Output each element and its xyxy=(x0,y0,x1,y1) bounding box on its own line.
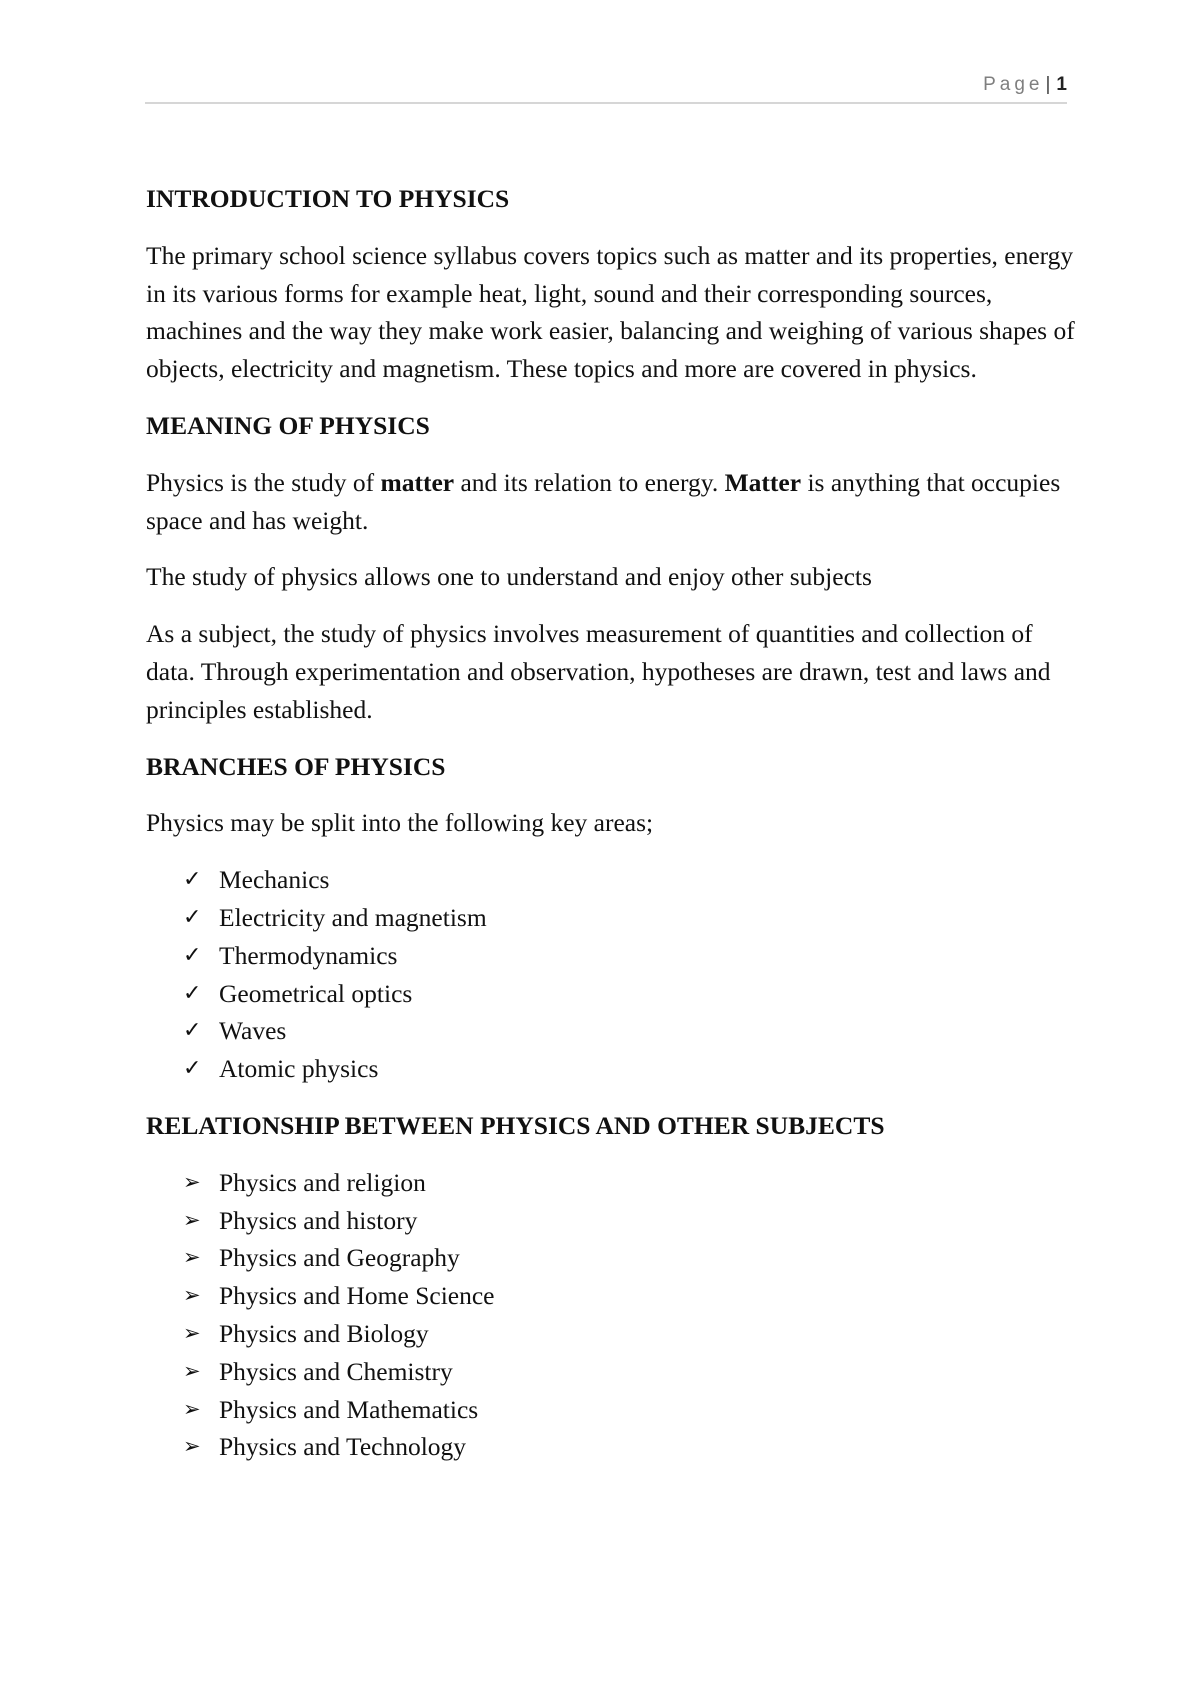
branches-list xyxy=(146,861,1076,1088)
list-item-label: Physics and Chemistry xyxy=(219,1356,453,1386)
list-item xyxy=(146,899,1076,937)
list-item-label: Electricity and magnetism xyxy=(219,902,487,932)
page-number-label xyxy=(983,74,1067,96)
branches-intro: Physics may be split into the following key areas; xyxy=(146,808,654,838)
document-body xyxy=(146,180,1076,1485)
page-header xyxy=(145,72,1067,104)
heading-meaning: MEANING OF PHYSICS xyxy=(146,410,430,440)
relationship-list xyxy=(146,1164,1076,1466)
list-item-label: Mechanics xyxy=(219,865,330,895)
list-item-label: Physics and Mathematics xyxy=(219,1394,479,1424)
meaning-paragraph-subject: As a subject, the study of physics involves measurement of quantities and collection of data. Through experimentation and observation, hypotheses are drawn, test and laws and principles established. xyxy=(146,619,1051,724)
page-separator: | xyxy=(1045,74,1051,95)
list-item xyxy=(146,1428,1076,1466)
list-item xyxy=(146,1353,1076,1391)
meaning-text-3: is anything that occupies space and has weight. xyxy=(146,467,1061,535)
heading-branches: BRANCHES OF PHYSICS xyxy=(146,751,446,781)
intro-paragraph: The primary school science syllabus covers topics such as matter and its properties, energy in its various forms for example heat, light, sound and their corresponding sources, machines and the way they make work easier, balancing and weighing of various shapes of objects, electricity and magnetism. These topics and more are covered in physics. xyxy=(146,240,1075,384)
term-matter-definition: Matter xyxy=(724,467,802,497)
list-item-label: Atomic physics xyxy=(219,1054,379,1084)
list-item-label: Physics and Geography xyxy=(219,1243,460,1273)
meaning-paragraph-definition xyxy=(146,464,1076,540)
list-item-label: Physics and Biology xyxy=(219,1318,429,1348)
list-item-label: Physics and Technology xyxy=(219,1432,467,1462)
list-item xyxy=(146,1012,1076,1050)
list-item xyxy=(146,1202,1076,1240)
list-item xyxy=(146,1050,1076,1088)
check-icon: ✓ xyxy=(183,867,202,893)
term-matter: matter xyxy=(380,467,455,497)
list-item xyxy=(146,1277,1076,1315)
check-icon: ✓ xyxy=(183,980,202,1006)
list-item xyxy=(146,1164,1076,1202)
list-item xyxy=(146,1391,1076,1429)
arrowhead-icon: ➢ xyxy=(183,1396,201,1421)
check-icon: ✓ xyxy=(183,1056,202,1082)
meaning-text-2: and its relation to energy. xyxy=(454,467,725,497)
meaning-paragraph-study: The study of physics allows one to understand and enjoy other subjects xyxy=(146,562,872,592)
arrowhead-icon: ➢ xyxy=(183,1434,201,1459)
heading-introduction: INTRODUCTION TO PHYSICS xyxy=(146,184,510,213)
list-item xyxy=(146,1315,1076,1353)
list-item-label: Physics and history xyxy=(219,1205,418,1235)
heading-relationship: RELATIONSHIP BETWEEN PHYSICS AND OTHER SUBJECTS xyxy=(146,1110,885,1140)
check-icon: ✓ xyxy=(183,942,202,968)
check-icon: ✓ xyxy=(183,1018,202,1044)
meaning-text-1: Physics is the study of xyxy=(146,467,381,497)
arrowhead-icon: ➢ xyxy=(183,1207,201,1232)
list-item xyxy=(146,937,1076,975)
list-item-label: Waves xyxy=(219,1016,287,1046)
list-item xyxy=(146,861,1076,899)
page-number: 1 xyxy=(1056,74,1067,95)
arrowhead-icon: ➢ xyxy=(183,1320,201,1345)
list-item-label: Thermodynamics xyxy=(219,940,398,970)
arrowhead-icon: ➢ xyxy=(183,1245,201,1270)
arrowhead-icon: ➢ xyxy=(183,1358,201,1383)
check-icon: ✓ xyxy=(183,904,202,930)
list-item-label: Geometrical optics xyxy=(219,978,413,1008)
page-label: Page xyxy=(983,74,1044,95)
list-item xyxy=(146,975,1076,1013)
arrowhead-icon: ➢ xyxy=(183,1169,201,1194)
list-item-label: Physics and Home Science xyxy=(219,1281,495,1311)
list-item xyxy=(146,1239,1076,1277)
arrowhead-icon: ➢ xyxy=(183,1283,201,1308)
list-item-label: Physics and religion xyxy=(219,1167,426,1197)
